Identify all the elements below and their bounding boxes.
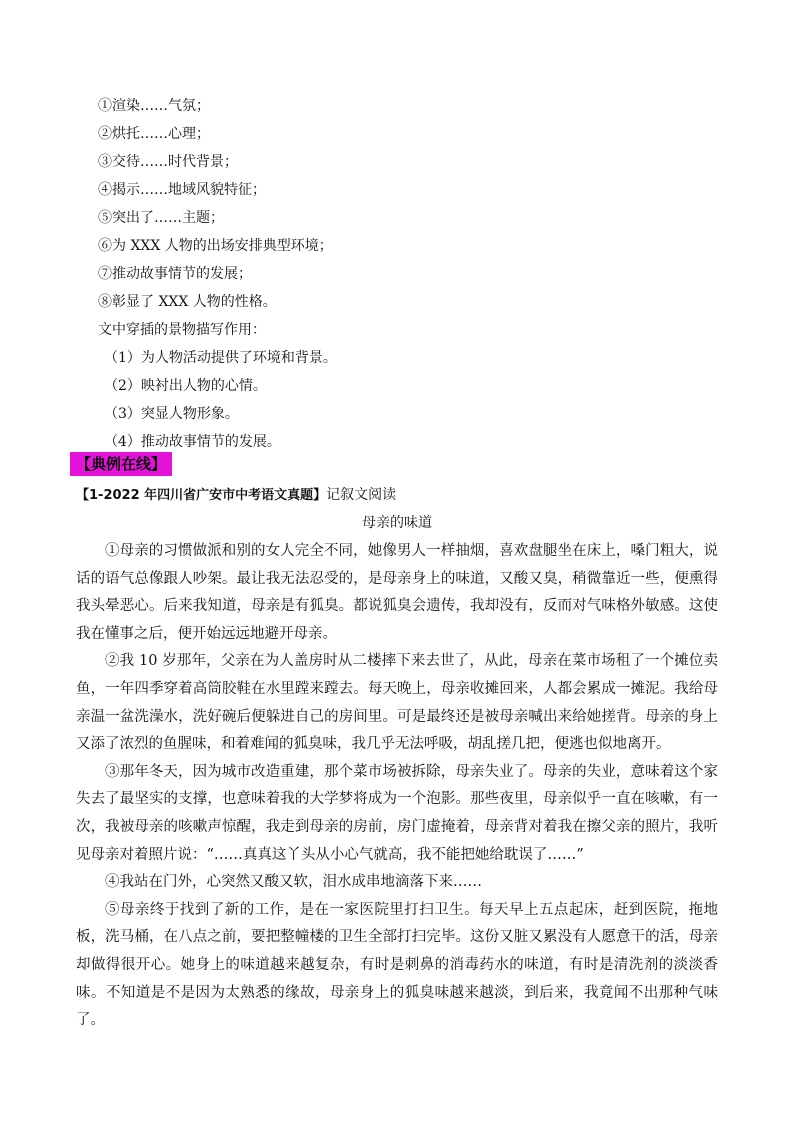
source-genre: 记叙文阅读: [326, 487, 397, 503]
effect-item: ②烘托……心理；: [98, 126, 210, 142]
effects-list: [98, 92, 738, 456]
effect-item: ⑧彰显了 XXX 人物的性格。: [98, 294, 277, 310]
scenery-effect-item: （2）映衬出人物的心情。: [104, 378, 267, 394]
effect-item: ⑤突出了……主题；: [98, 210, 224, 226]
example-banner: 【典例在线】: [70, 452, 172, 476]
scenery-effect-item: （4）推动故事情节的发展。: [104, 434, 281, 450]
effect-item: ③交待……时代背景；: [98, 154, 238, 170]
effect-item: ④揭示……地域风貌特征；: [98, 182, 266, 198]
paragraph: ⑤母亲终于找到了新的工作，是在一家医院里打扫卫生。每天早上五点起床，赶到医院，拖地板，洗马桶，在八点之前，要把整幢楼的卫生全部打扫完毕。这份又脏又累没有人愿意干的活，母亲却做得很开心。她身上的味道越来越复杂，有时是刺鼻的消毒药水的味道，有时是清洗剂的淡淡香味。不知道是不是因为太熟悉的缘故，母亲身上的狐臭味越来越淡，到后来，我竟闻不出那种气味了。: [76, 901, 718, 1029]
paragraph: ③那年冬天，因为城市改造重建，那个菜市场被拆除，母亲失业了。母亲的失业，意味着这个家失去了最坚实的支撑，也意味着我的大学梦将成为一个泡影。那些夜里，母亲似乎一直在咳嗽，有一次，我被母亲的咳嗽声惊醒，我走到母亲的房前，房门虚掩着，母亲背对着我在擦父亲的照片，我听见母亲对着照片说：“……真真这丫头从小心气就高，我不能把她给耽误了……”: [76, 763, 718, 863]
article-body: [76, 538, 718, 1035]
paragraph: ②我 10 岁那年，父亲在为人盖房时从二楼摔下来去世了，从此，母亲在菜市场租了一个摊位卖鱼，一年四季穿着高筒胶鞋在水里蹚来蹚去。每天晚上，母亲收摊回来，人都会累成一摊泥。我给母亲温一盆洗澡水，洗好碗后便躲进自己的房间里。可是最终还是被母亲喊出来给她搓背。母亲的身上又添了浓烈的鱼腥味，和着难闻的狐臭味，我几乎无法呼吸，胡乱搓几把，便逃也似地离开。: [76, 653, 718, 753]
question-source: [76, 484, 396, 507]
paragraph: ④我站在门外，心突然又酸又软，泪水成串地滴落下来……: [105, 874, 482, 891]
paragraph: ①母亲的习惯做派和别的女人完全不同，她像男人一样抽烟，喜欢盘腿坐在床上，嗓门粗大，说话的语气总像跟人吵架。最让我无法忍受的，是母亲身上的味道，又酸又臭，稍微靠近一些，便熏得我头晕恶心。后来我知道，母亲是有狐臭。都说狐臭会遗传，我却没有，反而对气味格外敏感。这使我在懂事之后，便开始远远地避开母亲。: [76, 543, 718, 642]
effect-item: ⑦推动故事情节的发展；: [98, 266, 252, 282]
effect-item: ⑥为 XXX 人物的出场安排典型环境；: [98, 238, 333, 254]
scenery-heading: 文中穿插的景物描写作用：: [98, 322, 266, 338]
scenery-effect-item: （1）为人物活动提供了环境和背景。: [104, 350, 337, 366]
article-title: 母亲的味道: [362, 515, 432, 531]
scenery-effect-item: （3）突显人物形象。: [104, 406, 239, 422]
effect-item: ①渲染……气氛；: [98, 98, 210, 114]
source-exam-name: 【1-2022 年四川省广安市中考语文真题】: [76, 488, 327, 503]
